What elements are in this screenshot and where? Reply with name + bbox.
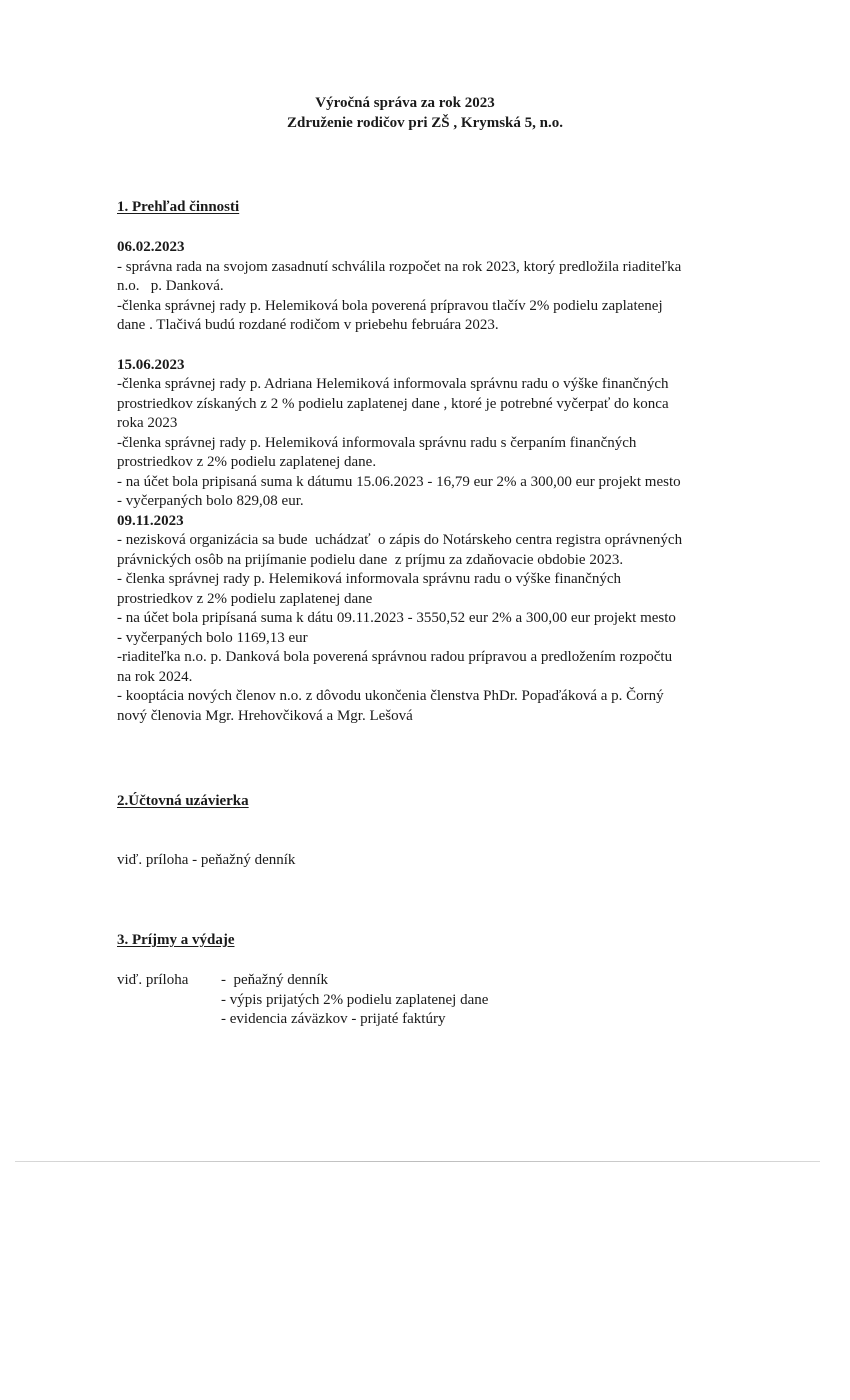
document-subtitle: Združenie rodičov pri ZŠ , Krymská 5, n.o. [287, 115, 563, 131]
annex-row [117, 971, 488, 991]
annex-row [117, 991, 488, 1011]
entry-line: - nezisková organizácia sa bude uchádzať o zápis do Notárskeho centra registra oprávnených [117, 532, 683, 548]
section-overview-content [117, 238, 767, 726]
entry-line: nový členovia Mgr. Hrehovčiková a Mgr. Lešová [117, 707, 413, 724]
entry-date: 09.11.2023 [117, 512, 184, 529]
section-heading-accounting: 2.Účtovná uzávierka [117, 793, 249, 809]
entry-line: - vyčerpaných bolo 829,08 eur. [117, 493, 304, 509]
entry-line: -členka správnej rady p. Adriana Helemiková informovala správnu radu o výške finančných [117, 376, 669, 392]
entry-line: -členka správnej rady p. Helemiková informovala správnu radu s čerpaním finančných [117, 434, 637, 451]
entry-line: - správna rada na svojom zasadnutí schválila rozpočet na rok 2023, ktorý predložila riaditeľka [117, 258, 682, 275]
entry-line: právnických osôb na prijímanie podielu dane z príjmu za zdaňovacie obdobie 2023. [117, 551, 624, 568]
section-accounting-text: viď. príloha - peňažný denník [117, 852, 296, 868]
section-heading-overview: 1. Prehľad činnosti [117, 199, 240, 215]
annex-row [117, 1010, 488, 1030]
entry-line: prostriedkov z 2% podielu zaplatenej dane [117, 590, 373, 607]
entry-line: na rok 2024. [117, 668, 193, 685]
entry-line: roka 2023 [117, 415, 178, 431]
entry-line: - na účet bola pripísaná suma k dátu 09.11.2023 - 3550,52 eur 2% a 300,00 eur projekt mesto [117, 610, 676, 626]
entry-line: - na účet bola pripisaná suma k dátumu 15.06.2023 - 16,79 eur 2% a 300,00 eur projekt mesto [117, 473, 681, 490]
annex-item: - výpis prijatých 2% podielu zaplatenej dane [221, 991, 489, 1008]
section-income-expenses-list [117, 971, 488, 1030]
annex-item: - peňažný denník [221, 972, 329, 988]
entry-line: - vyčerpaných bolo 1169,13 eur [117, 629, 308, 646]
entry-line: n.o. p. Danková. [117, 278, 224, 294]
entry-line: dane . Tlačivá budú rozdané rodičom v priebehu februára 2023. [117, 317, 499, 333]
annex-item: - evidencia záväzkov - prijaté faktúry [221, 1011, 446, 1027]
entry-date: 06.02.2023 [117, 239, 185, 255]
entry-line: - kooptácia nových členov n.o. z dôvodu ukončenia členstva PhDr. Popaďáková a p. Čorný [117, 688, 664, 704]
document-title: Výročná správa za rok 2023 [315, 95, 495, 111]
entry-line: -členka správnej rady p. Helemiková bola poverená prípravou tlačív 2% podielu zaplatenej [117, 297, 663, 314]
entry-line: -riaditeľka n.o. p. Danková bola poverená správnou radou prípravou a predložením rozpočtu [117, 649, 673, 665]
annex-label: viď. príloha [117, 972, 189, 988]
section-heading-income-expenses: 3. Príjmy a výdaje [117, 932, 235, 948]
scan-divider [15, 1161, 820, 1162]
entry-line: prostriedkov z 2% podielu zaplatenej dane. [117, 454, 377, 470]
entry-date: 15.06.2023 [117, 356, 185, 373]
document-title-block [0, 93, 850, 133]
entry-line: prostriedkov získaných z 2 % podielu zaplatenej dane , ktoré je potrebné vyčerpať do konca [117, 395, 669, 412]
entry-line: - členka správnej rady p. Helemiková informovala správnu radu o výške finančných [117, 571, 621, 587]
